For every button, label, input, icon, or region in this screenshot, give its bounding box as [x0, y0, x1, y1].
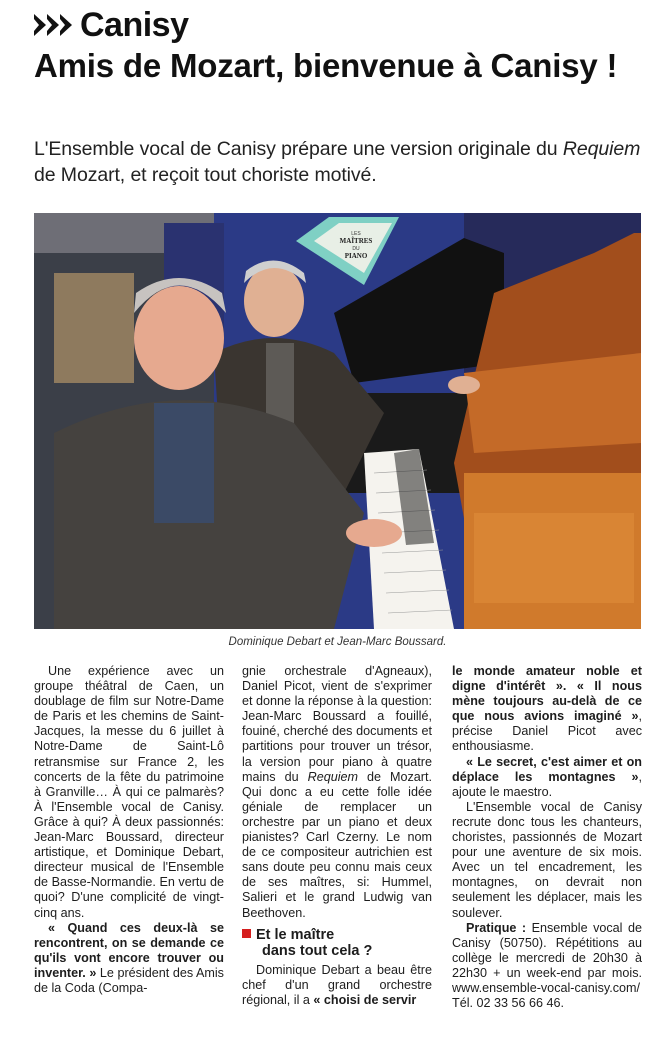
col1-paragraph-1: Une expérience avec un groupe théâtral de Caen, un doublage de film sur Notre-Dame de Paris et les chemins de Saint-Jacques, la messe du 6 juillet à Notre-Dame de Saint-Lô retransmise sur France 2, les concerts de la fête du patrimoine à Granville… À qui ce palmarès? À l'Ensemble vocal de Canisy. Grâce à qui? À deux passionnés: Jean-Marc Boussard, directeur artistique, et Dominique Debart, directeur musical de l'Ensemble de Basse-Normandie. En vertu de quoi? D'une complicité de vingt-cinq ans. [34, 664, 224, 920]
chevrons-icon [34, 14, 72, 36]
col3-paragraph-1: le monde amateur noble et digne d'intérêt ». « Il nous mène toujours au-delà de ce que nous avions imaginé », précise Daniel Picot avec enthousiasme. [452, 664, 642, 754]
svg-text:PIANO: PIANO [344, 252, 368, 260]
red-square-icon [242, 929, 251, 938]
column-3 [452, 664, 642, 1011]
col3-paragraph-3: L'Ensemble vocal de Canisy recrute donc tous les chanteurs, choristes, passionnés de Mozart pour une aventure de six mois. Avec un tel encadrement, les montagnes, on devrait non seulement les déplacer, mais les soulever. [452, 799, 642, 920]
svg-text:LES: LES [351, 231, 361, 237]
headline: Amis de Mozart, bienvenue à Canisy ! [34, 47, 618, 84]
subhead: Et le maître dans tout cela ? [242, 927, 432, 959]
col1-paragraph-2: « Quand ces deux-là se rencontrent, on se demande ce qu'ils vont encore trouver ou inventer. » Le président des Amis de la Coda (Compa- [34, 920, 224, 995]
section-label: Canisy [80, 5, 189, 44]
col3-paragraph-2: « Le secret, c'est aimer et on déplace les montagnes », ajoute le maestro. [452, 754, 642, 799]
col2-paragraph-2: Dominique Debart a beau être chef d'un grand orchestre régional, il a « choisi de servir [242, 962, 432, 1007]
article-photo [34, 213, 641, 629]
col3-practical: Pratique : Ensemble vocal de Canisy (50750). Répétitions au collège le mercredi de 20h30 à 22h30 + un week-end par mois. www.ensemble-vocal-canisy.com/ Tél. 02 33 56 66 46. [452, 920, 642, 1011]
svg-text:MAÎTRES: MAÎTRES [339, 237, 373, 245]
column-2 [242, 664, 432, 1008]
section-tag [34, 6, 189, 44]
photo-caption: Dominique Debart et Jean-Marc Boussard. [228, 636, 447, 648]
column-1 [34, 664, 224, 996]
lede: L'Ensemble vocal de Canisy prépare une version originale du Requiem de Mozart, et reçoit tout choriste motivé. [34, 138, 641, 186]
col2-paragraph-1: gnie orchestrale d'Agneaux), Daniel Picot, vient de s'exprimer et donne la réponse à la question: Jean-Marc Boussard a fouillé, fouiné, cherché des documents et partitions pour trouver un trésor, la version pour piano à quatre mains du Requiem de Mozart. Qui donc a eu cette folle idée géniale de remplacer un orchestre par un piano et deux pianistes? Carl Czerny. Le nom de ce compositeur autrichien est sans doute peu connu mais ceux de ses maîtres, si: Hummel, Salieri et le grand Ludwig van Beethoven. [242, 664, 432, 920]
svg-text:DU: DU [352, 246, 360, 252]
